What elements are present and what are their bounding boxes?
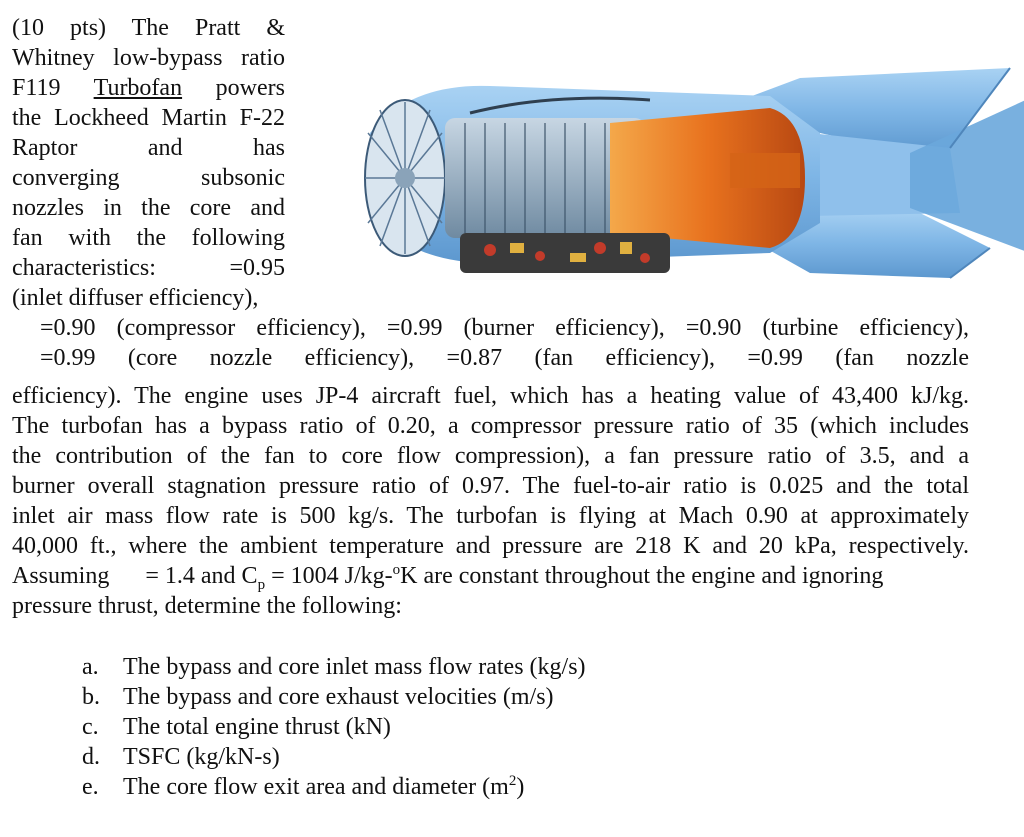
body-line-1: efficiency). The engine uses JP-4 aircraft fuel, which has a heating value of 43,400 kJ/kg.	[12, 383, 969, 409]
efficiency-line-2: =0.99 (core nozzle efficiency), =0.87 (fan efficiency), =0.99 (fan nozzle	[40, 345, 969, 371]
fan-hub	[395, 168, 415, 188]
list-marker: e.	[82, 774, 99, 800]
problem-line-2: Whitney low-bypass ratio	[12, 45, 285, 71]
problem-line-4: the Lockheed Martin F-22	[12, 105, 285, 131]
cp-subscript: p	[257, 576, 266, 593]
body-line-3: the contribution of the fan to core flow compression), a fan pressure ratio of 3.5, and a	[12, 443, 969, 469]
turbofan-link[interactable]: Turbofan	[93, 75, 183, 101]
body-line-7	[12, 561, 969, 591]
line3-suffix: powers	[215, 75, 285, 101]
assuming-d: K are constant throughout the engine and ignoring	[400, 563, 884, 589]
assuming-b: = 1.4 and C	[145, 563, 258, 589]
assuming-a: Assuming	[12, 563, 110, 589]
efficiency-line-1: =0.90 (compressor efficiency), =0.99 (burner efficiency), =0.90 (turbine efficiency),	[40, 315, 969, 341]
squared-superscript: 2	[508, 773, 517, 789]
question-a: The bypass and core inlet mass flow rates (kg/s)	[123, 654, 586, 680]
problem-line-10: (inlet diffuser efficiency),	[12, 285, 259, 311]
problem-line-3	[12, 73, 285, 103]
problem-line-6: converging subsonic	[12, 165, 285, 191]
list-marker: d.	[82, 744, 100, 770]
list-marker: b.	[82, 684, 100, 710]
body-line-5: inlet air mass flow rate is 500 kg/s. The turbofan is flying at Mach 0.90 at approximately	[12, 503, 969, 529]
problem-line-5: Raptor and has	[12, 135, 285, 161]
question-e-text: The core flow exit area and diameter (m	[123, 774, 509, 800]
question-c: The total engine thrust (kN)	[123, 714, 391, 740]
body-line-8: pressure thrust, determine the following:	[12, 593, 402, 619]
problem-line-7: nozzles in the core and	[12, 195, 285, 221]
turbofan-engine-image	[350, 38, 1024, 308]
list-marker: c.	[82, 714, 99, 740]
problem-line-1: (10 pts) The Pratt &	[12, 15, 285, 41]
problem-line-8: fan with the following	[12, 225, 285, 251]
problem-line-9: characteristics: =0.95	[12, 255, 285, 281]
list-marker: a.	[82, 654, 99, 680]
question-e	[123, 772, 524, 802]
body-line-6: 40,000 ft., where the ambient temperature and pressure are 218 K and 20 kPa, respectively.	[12, 533, 969, 559]
question-e-close: )	[516, 774, 525, 800]
body-line-4: burner overall stagnation pressure ratio of 0.97. The fuel-to-air ratio is 0.025 and the total	[12, 473, 969, 499]
assuming-c: = 1004 J/kg-	[271, 563, 393, 589]
engine-model: F119	[12, 75, 61, 101]
question-b: The bypass and core exhaust velocities (m/s)	[123, 684, 554, 710]
degree-superscript: o	[392, 562, 401, 578]
question-d: TSFC (kg/kN-s)	[123, 744, 280, 770]
body-line-2: The turbofan has a bypass ratio of 0.20, a compressor pressure ratio of 35 (which includes	[12, 413, 969, 439]
